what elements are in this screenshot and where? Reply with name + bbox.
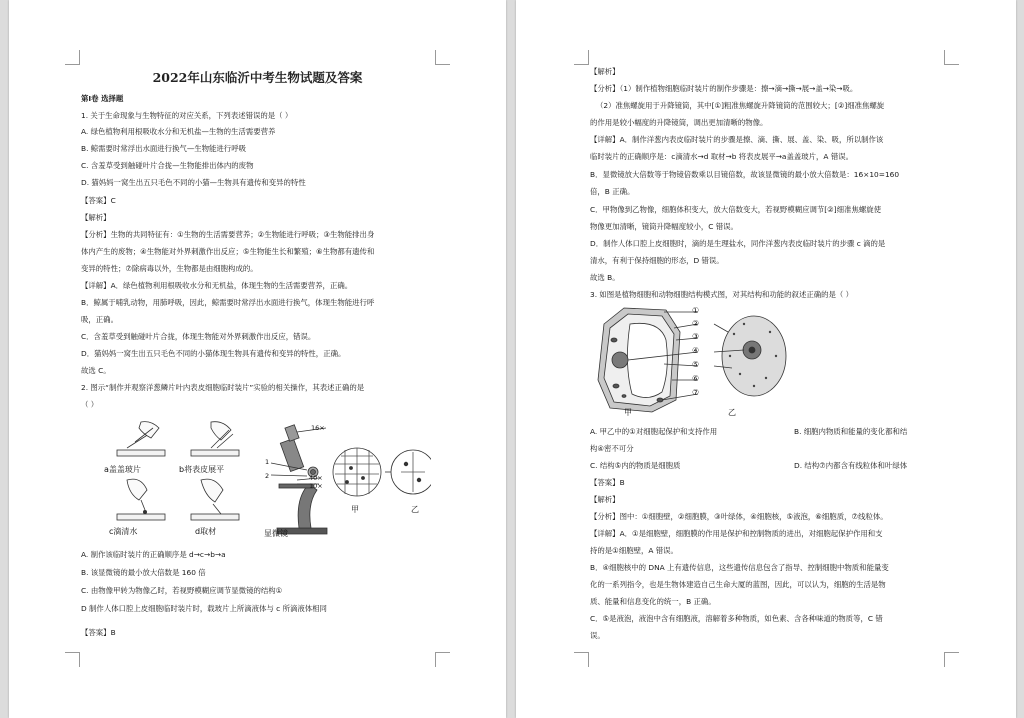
q2-answer: 【答案】B bbox=[81, 628, 116, 637]
crop-mark bbox=[65, 50, 80, 65]
q2-analysis-line: 【分析】（1）制作植物细胞临时装片的制作步骤是：擦→滴→撕→展→盖→染→吸。 bbox=[590, 84, 858, 93]
q3-option-b: B. 细胞内物质和能量的变化都和结 bbox=[794, 427, 908, 436]
q3-analysis-line: B．④细胞核中的 DNA 上有遗传信息，这些遗传信息包含了指导、控制细胞中物质和能量变 bbox=[590, 563, 889, 572]
q1-analysis-line: 【分析】生物的共同特征有：①生物的生活需要营养；②生物能进行呼吸；③生物能排出身 bbox=[81, 230, 375, 239]
document-page-left bbox=[9, 0, 506, 718]
q3-analysis-line: C．⑤是液泡，液泡中含有细胞液，溶解着多种物质，如色素、含各种味道的物质等，C 错 bbox=[590, 614, 883, 623]
q2-option-d: D 制作人体口腔上皮细胞临时装片时，载玻片上所滴液体与 c 所滴液体相同 bbox=[81, 604, 327, 613]
q3-option-d: D. 结构⑦内都含有线粒体和叶绿体 bbox=[794, 461, 908, 470]
q2-option-c: C. 由物像甲转为物像乙时，若视野模糊应调节显微镜的结构① bbox=[81, 586, 283, 595]
q1-analysis-line: D．猫妈妈一窝生出五只毛色不同的小猫体现生物具有遗传和变异的特性，正确。 bbox=[81, 349, 346, 358]
document-page-right bbox=[516, 0, 1016, 718]
q1-analysis-line: 吸，正确。 bbox=[81, 315, 118, 324]
crop-mark bbox=[574, 50, 589, 65]
figure-label-d: d取材 bbox=[195, 527, 217, 536]
q3-option-c: C. 结构⑤内的物质是细胞质 bbox=[590, 461, 681, 470]
q1-analysis-line: 故选 C。 bbox=[81, 366, 111, 375]
q1-analysis-line: B．鲸属于哺乳动物，用肺呼吸，因此，鲸需要时常浮出水面进行换气，体现生物能进行呼 bbox=[81, 298, 375, 307]
crop-mark bbox=[435, 50, 450, 65]
figure-label-structure-1: 1 bbox=[265, 458, 270, 466]
q3-analysis-line: 持的是①细胞壁，A 错误。 bbox=[590, 546, 678, 555]
q1-analysis-line: C．含羞草受到触碰叶片合拢，体现生物能对外界刺激作出反应，错误。 bbox=[81, 332, 316, 341]
figure-label-objective-40: 40× bbox=[309, 474, 323, 482]
q2-analysis-line: （2）准焦螺旋用于升降镜筒，其中[①]粗准焦螺旋升降镜筒的范围较大；[②]细准焦螺旋 bbox=[596, 101, 885, 110]
figure-label-structure-2: 2 bbox=[265, 472, 270, 480]
cell-label-5: ⑤ bbox=[692, 360, 700, 369]
figure-label-a: a盖盖玻片 bbox=[104, 465, 141, 474]
q2-analysis-line: 倍，B 正确。 bbox=[590, 187, 635, 196]
q1-analysis-line: 变异的特性；⑦除病毒以外，生物都是由细胞构成的。 bbox=[81, 264, 258, 273]
q2-option-a: A. 制作该临时装片的正确顺序是 d→c→b→a bbox=[81, 550, 226, 559]
q2-option-b: B. 该显微镜的最小放大倍数是 160 倍 bbox=[81, 568, 206, 577]
cell-label-1: ① bbox=[692, 306, 700, 315]
crop-mark bbox=[65, 652, 80, 667]
question-3-stem: 3. 如图是植物细胞和动物细胞结构模式图，对其结构和功能的叙述正确的是（ ） bbox=[590, 290, 854, 299]
q1-option-b: B. 鲸需要时常浮出水面进行换气—生物能进行呼吸 bbox=[81, 144, 246, 153]
q3-analysis-heading: 【解析】 bbox=[590, 495, 620, 504]
q2-analysis-line: 的作用是较小幅度的升降镜筒，调出更加清晰的物像。 bbox=[590, 118, 768, 127]
q3-analysis-line: 误。 bbox=[590, 631, 605, 640]
q3-analysis-line: 化的一系列指令，也是生物体建造自己生命大厦的蓝图，因此，可以认为，细胞的生活是物 bbox=[590, 580, 886, 589]
q2-analysis-line: 【详解】A．制作洋葱内表皮临时装片的步骤是擦、滴、撕、展、盖、染、吸，所以制作该 bbox=[590, 135, 884, 144]
figure-label-objective-10: 10× bbox=[309, 482, 323, 490]
q2-analysis-line: 清水，有利于保持细胞的形态，D 错误。 bbox=[590, 256, 724, 265]
section-heading: 第Ⅰ卷 选择题 bbox=[81, 94, 124, 103]
q3-analysis-line: 【详解】A．①是细胞壁，细胞膜的作用是保护和控制物质的进出，对细胞起保护作用和支 bbox=[590, 529, 883, 538]
crop-mark bbox=[574, 652, 589, 667]
question-1-stem: 1. 关于生命现象与生物特征的对应关系，下列表述错误的是（ ） bbox=[81, 111, 293, 120]
q3-analysis-line: 质、能量和信息变化的统一，B 正确。 bbox=[590, 597, 716, 606]
q2-analysis-line: 故选 B。 bbox=[590, 273, 620, 282]
q1-answer: 【答案】C bbox=[81, 196, 116, 205]
q2-analysis-heading: 【解析】 bbox=[590, 67, 620, 76]
cell-label-3: ③ bbox=[692, 332, 700, 341]
q1-analysis-heading: 【解析】 bbox=[81, 213, 111, 222]
figure-label-b: b将表皮展平 bbox=[179, 465, 225, 474]
cell-label-4: ④ bbox=[692, 346, 700, 355]
q1-analysis-line: 体内产生的废物；④生物能对外界刺激作出反应；⑤生物能生长和繁殖；⑥生物都有遗传和 bbox=[81, 247, 375, 256]
figure-label-microscope: 显微镜 bbox=[264, 529, 288, 538]
q3-cell-structure-figure bbox=[594, 304, 814, 416]
crop-mark bbox=[435, 652, 450, 667]
cell-label-6: ⑥ bbox=[692, 374, 700, 383]
q2-analysis-line: 临时装片的正确顺序是：c滴清水→d 取材→b 将表皮展平→a盖盖玻片，A 错误。 bbox=[590, 152, 853, 161]
q3-option-a: A. 甲乙中的①对细胞起保护和支持作用 bbox=[590, 427, 718, 436]
question-2-stem-paren: （ ） bbox=[81, 400, 99, 409]
q3-option-b-cont: 构④密不可分 bbox=[590, 444, 634, 453]
figure-label-yi: 乙 bbox=[728, 408, 736, 417]
figure-label-c: c滴清水 bbox=[109, 527, 138, 536]
figure-label-jia: 甲 bbox=[624, 408, 632, 417]
q1-analysis-line: 【详解】A．绿色植物利用根吸收水分和无机盐，体现生物的生活需要营养，正确。 bbox=[81, 281, 353, 290]
q2-analysis-line: 物像更加清晰，镜筒升降幅度较小，C 错误。 bbox=[590, 222, 738, 231]
q1-option-d: D. 猫妈妈一窝生出五只毛色不同的小猫—生物具有遗传和变异的特性 bbox=[81, 178, 306, 187]
cell-label-2: ② bbox=[692, 319, 700, 328]
q3-answer: 【答案】B bbox=[590, 478, 625, 487]
q2-analysis-line: C．甲物像到乙物像，细胞体积变大，放大倍数变大，若视野模糊应调节[②]细准焦螺旋使 bbox=[590, 205, 882, 214]
figure-label-jia: 甲 bbox=[351, 505, 359, 514]
q1-option-a: A. 绿色植物利用根吸收水分和无机盐—生物的生活需要营养 bbox=[81, 127, 276, 136]
document-title: 2022年山东临沂中考生物试题及答案 bbox=[152, 70, 363, 85]
q2-analysis-line: B．显微镜放大倍数等于物镜倍数乘以目镜倍数，故该显微镜的最小放大倍数是：16×10=160 bbox=[590, 170, 900, 179]
crop-mark bbox=[944, 50, 959, 65]
question-2-stem: 2. 图示“制作并观察洋葱鳞片叶内表皮细胞临时装片”实验的相关操作，其表述正确的是 bbox=[81, 383, 365, 392]
figure-label-yi: 乙 bbox=[411, 505, 419, 514]
cell-label-7: ⑦ bbox=[692, 388, 700, 397]
figure-label-eyepiece: 16× bbox=[311, 424, 325, 432]
q1-option-c: C. 含羞草受到触碰叶片合拢—生物能排出体内的废物 bbox=[81, 161, 254, 170]
q3-analysis-line: 【分析】图中：①细胞壁，②细胞膜，③叶绿体，④细胞核，⑤液泡，⑥细胞质，⑦线粒体。 bbox=[590, 512, 888, 521]
q2-analysis-line: D．制作人体口腔上皮细胞时，滴的是生理盐水，同作洋葱内表皮临时装片的步骤 c 滴的是 bbox=[590, 239, 886, 248]
crop-mark bbox=[944, 652, 959, 667]
